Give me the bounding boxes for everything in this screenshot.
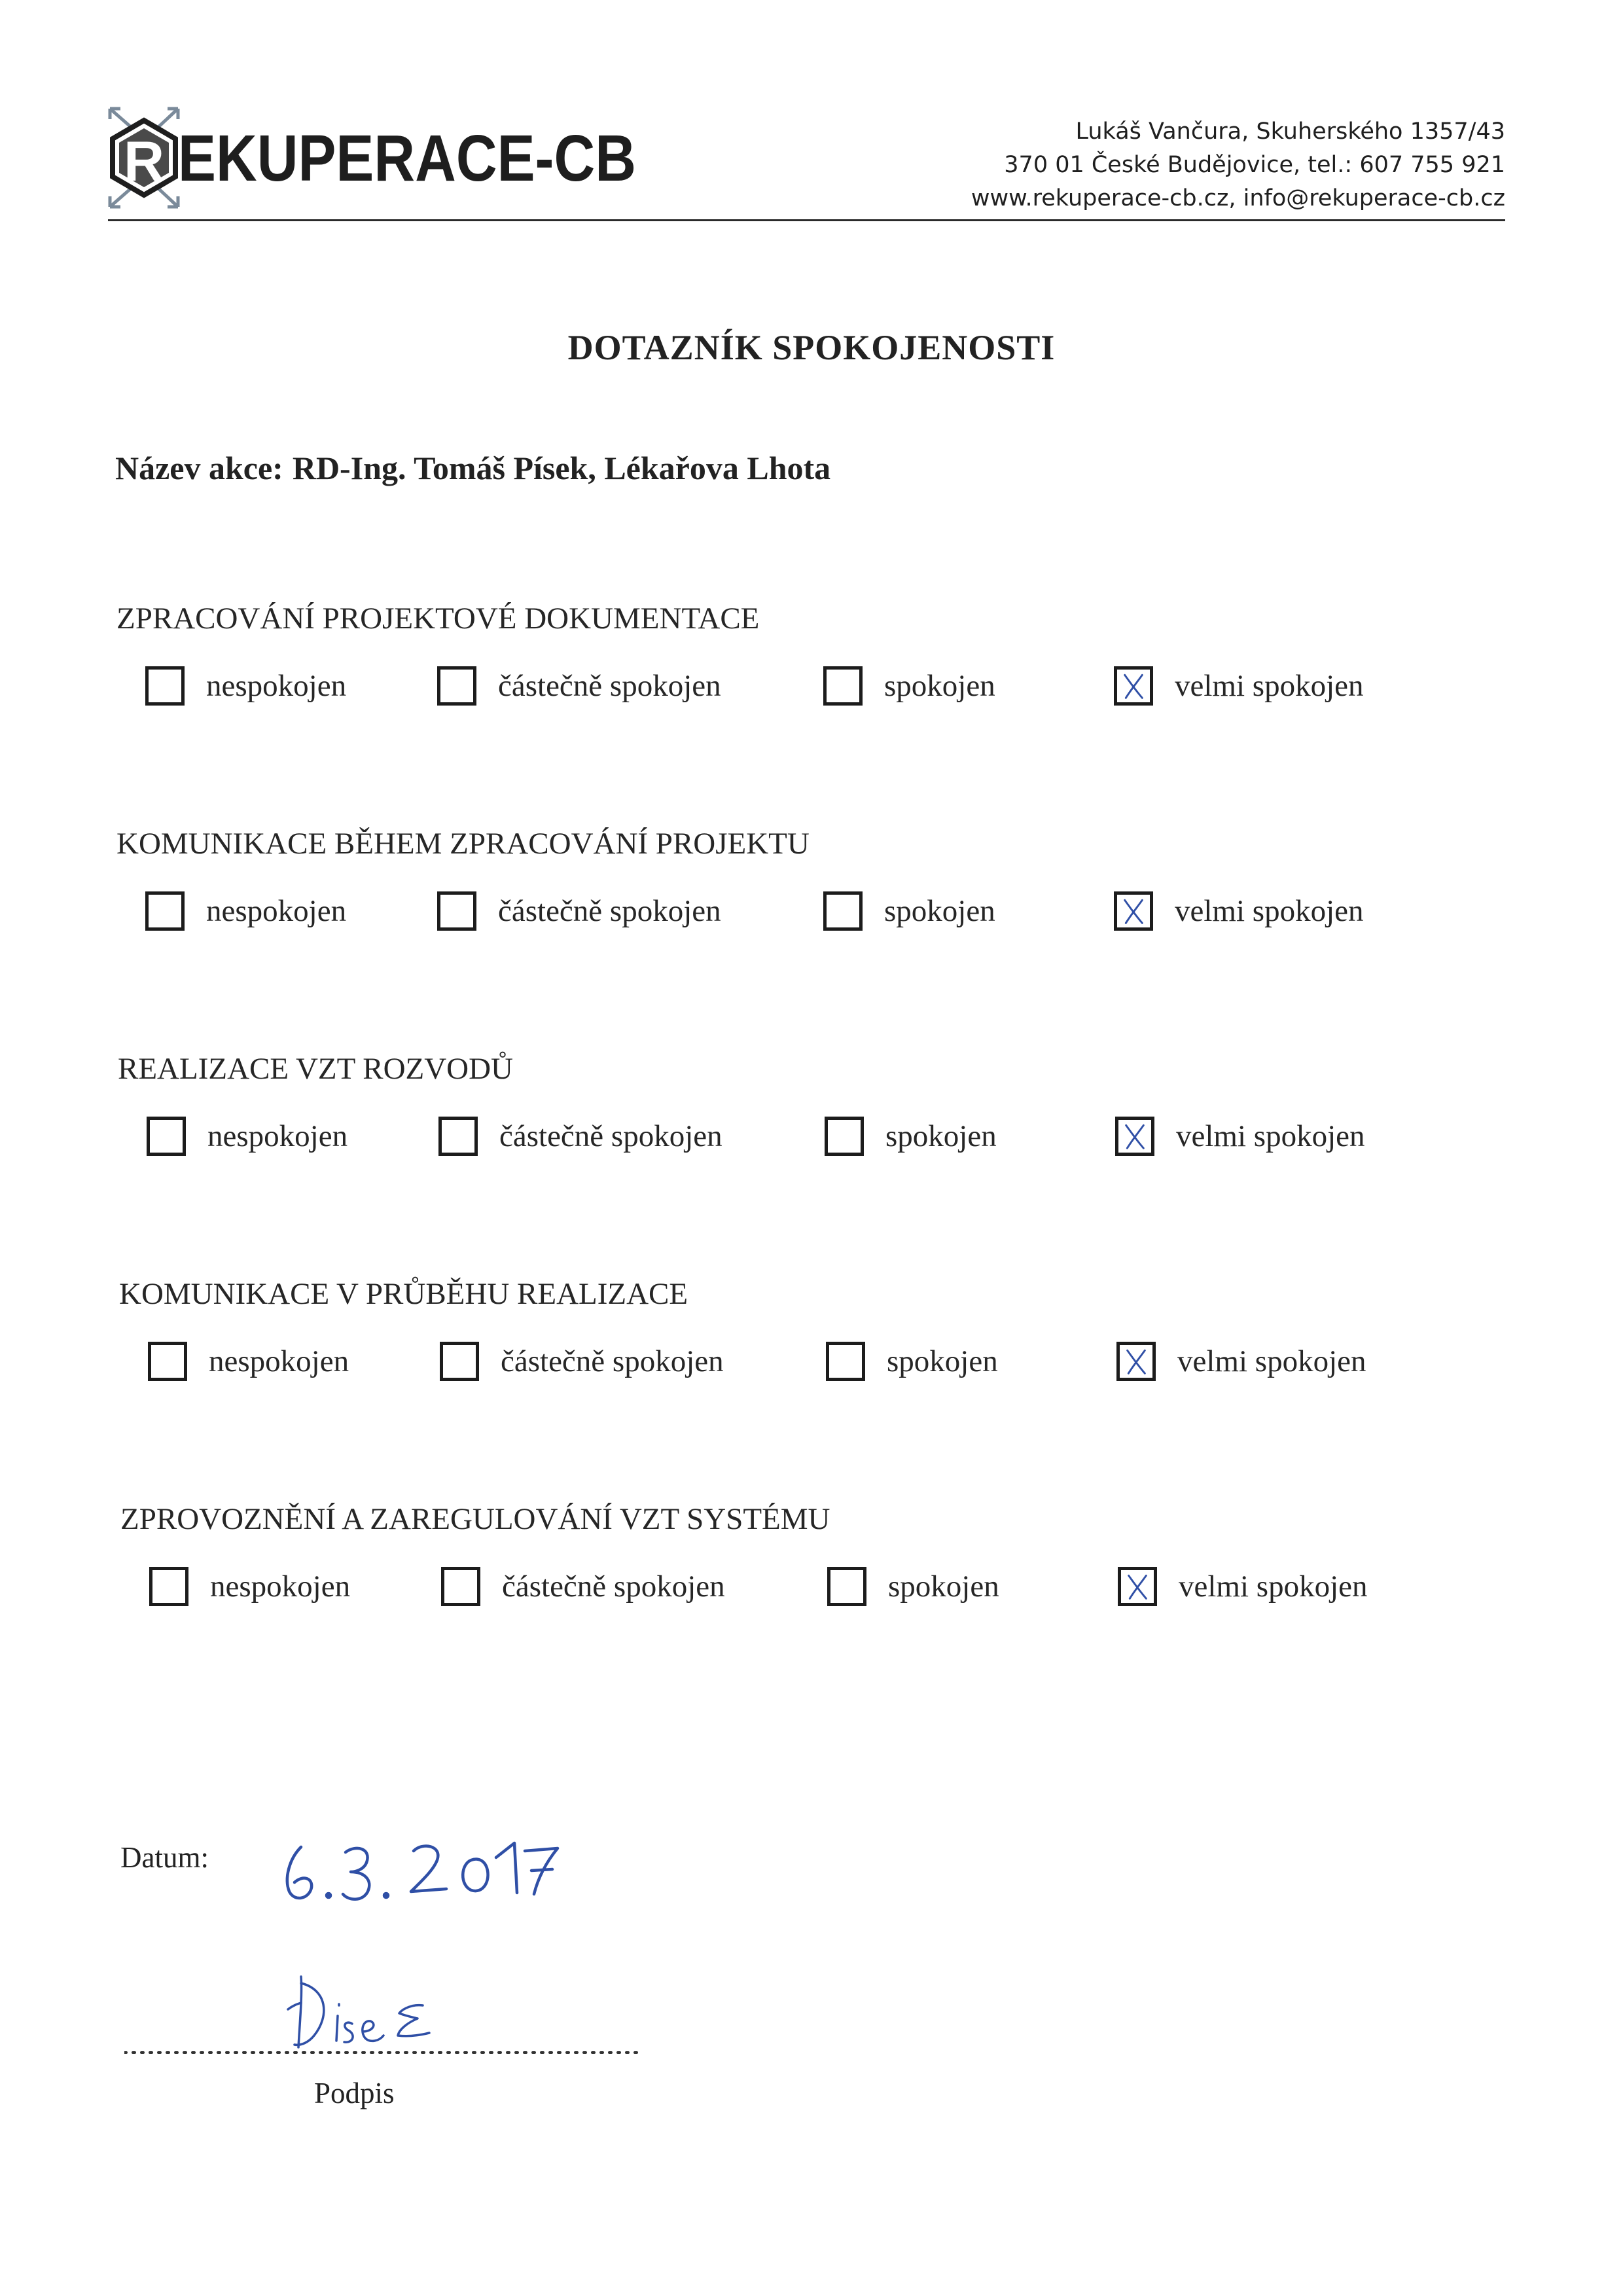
option-label: velmi spokojen [1176, 1119, 1365, 1153]
option-4[interactable] [1118, 1567, 1368, 1606]
option-label: spokojen [885, 1119, 997, 1153]
event-line [115, 449, 830, 487]
logo-wordmark: EKUPERACE-CB [178, 122, 636, 195]
event-value: RD-Ing. Tomáš Písek, Lékařova Lhota [292, 450, 831, 486]
checkbox[interactable] [440, 1342, 479, 1381]
checkbox[interactable] [148, 1342, 187, 1381]
option-label: nespokojen [209, 1344, 349, 1378]
checkbox[interactable] [1114, 891, 1153, 931]
option-1[interactable] [145, 891, 346, 931]
option-3[interactable] [823, 891, 995, 931]
option-2[interactable] [437, 891, 721, 931]
option-2[interactable] [441, 1567, 725, 1606]
option-label: částečně spokojen [499, 1119, 722, 1153]
option-label: částečně spokojen [498, 669, 721, 703]
handwritten-date [275, 1820, 602, 1924]
question-title: ZPROVOZNĚNÍ A ZAREGULOVÁNÍ VZT SYSTÉMU [120, 1502, 830, 1536]
option-4[interactable] [1116, 1342, 1366, 1381]
option-2[interactable] [438, 1117, 722, 1156]
company-logo [105, 89, 654, 226]
checkbox[interactable] [825, 1117, 864, 1156]
checkbox[interactable] [823, 666, 863, 706]
option-2[interactable] [440, 1342, 724, 1381]
option-3[interactable] [826, 1342, 998, 1381]
svg-text:R: R [123, 130, 165, 193]
option-label: velmi spokojen [1175, 669, 1364, 703]
option-1[interactable] [149, 1567, 350, 1606]
check-x-mark [1118, 1120, 1151, 1153]
option-label: nespokojen [206, 669, 347, 703]
checkbox[interactable] [826, 1342, 865, 1381]
checkbox[interactable] [438, 1117, 478, 1156]
signature-label: Podpis [314, 2077, 395, 2109]
question-title: KOMUNIKACE BĚHEM ZPRACOVÁNÍ PROJEKTU [116, 827, 810, 861]
checkbox[interactable] [1114, 666, 1153, 706]
option-label: nespokojen [210, 1570, 351, 1604]
checkbox[interactable] [145, 891, 185, 931]
option-label: velmi spokojen [1177, 1344, 1366, 1378]
option-1[interactable] [145, 666, 346, 706]
option-3[interactable] [825, 1117, 997, 1156]
checkbox[interactable] [1115, 1117, 1154, 1156]
checkbox[interactable] [147, 1117, 186, 1156]
option-label: nespokojen [206, 894, 347, 928]
checkbox[interactable] [823, 891, 863, 931]
check-x-mark [1121, 1570, 1154, 1603]
option-4[interactable] [1115, 1117, 1365, 1156]
option-1[interactable] [148, 1342, 349, 1381]
option-label: velmi spokojen [1175, 894, 1364, 928]
question-title: ZPRACOVÁNÍ PROJEKTOVÉ DOKUMENTACE [116, 601, 760, 636]
option-label: spokojen [884, 669, 995, 703]
option-4[interactable] [1114, 891, 1364, 931]
check-x-mark [1120, 1345, 1152, 1378]
option-3[interactable] [823, 666, 995, 706]
header-divider [108, 219, 1505, 221]
option-label: částečně spokojen [501, 1344, 724, 1378]
contact-web-email: www.rekuperace-cb.cz, info@rekuperace-cb.cz [971, 185, 1505, 211]
contact-address: Lukáš Vančura, Skuherského 1357/43 [1075, 118, 1505, 145]
checkbox[interactable] [1116, 1342, 1156, 1381]
contact-city-phone: 370 01 České Budějovice, tel.: 607 755 921 [1004, 152, 1505, 178]
option-label: spokojen [884, 894, 995, 928]
option-4[interactable] [1114, 666, 1364, 706]
option-1[interactable] [147, 1117, 348, 1156]
date-label: Datum: [120, 1841, 209, 1874]
option-label: částečně spokojen [498, 894, 721, 928]
check-x-mark [1117, 895, 1150, 927]
option-3[interactable] [827, 1567, 999, 1606]
event-label: Název akce: [115, 450, 283, 486]
document-title: DOTAZNÍK SPOKOJENOSTI [567, 328, 1056, 367]
question-title: REALIZACE VZT ROZVODŮ [118, 1052, 514, 1086]
option-label: velmi spokojen [1179, 1570, 1368, 1604]
option-label: nespokojen [207, 1119, 348, 1153]
checkbox[interactable] [437, 891, 476, 931]
option-2[interactable] [437, 666, 721, 706]
checkbox[interactable] [1118, 1567, 1157, 1606]
signature-line [124, 2046, 641, 2059]
option-label: spokojen [887, 1344, 998, 1378]
check-x-mark [1117, 670, 1150, 702]
checkbox[interactable] [149, 1567, 188, 1606]
checkbox[interactable] [145, 666, 185, 706]
option-label: spokojen [888, 1570, 999, 1604]
checkbox[interactable] [827, 1567, 866, 1606]
option-label: částečně spokojen [502, 1570, 725, 1604]
checkbox[interactable] [441, 1567, 480, 1606]
checkbox[interactable] [437, 666, 476, 706]
question-title: KOMUNIKACE V PRŮBĚHU REALIZACE [119, 1277, 688, 1311]
